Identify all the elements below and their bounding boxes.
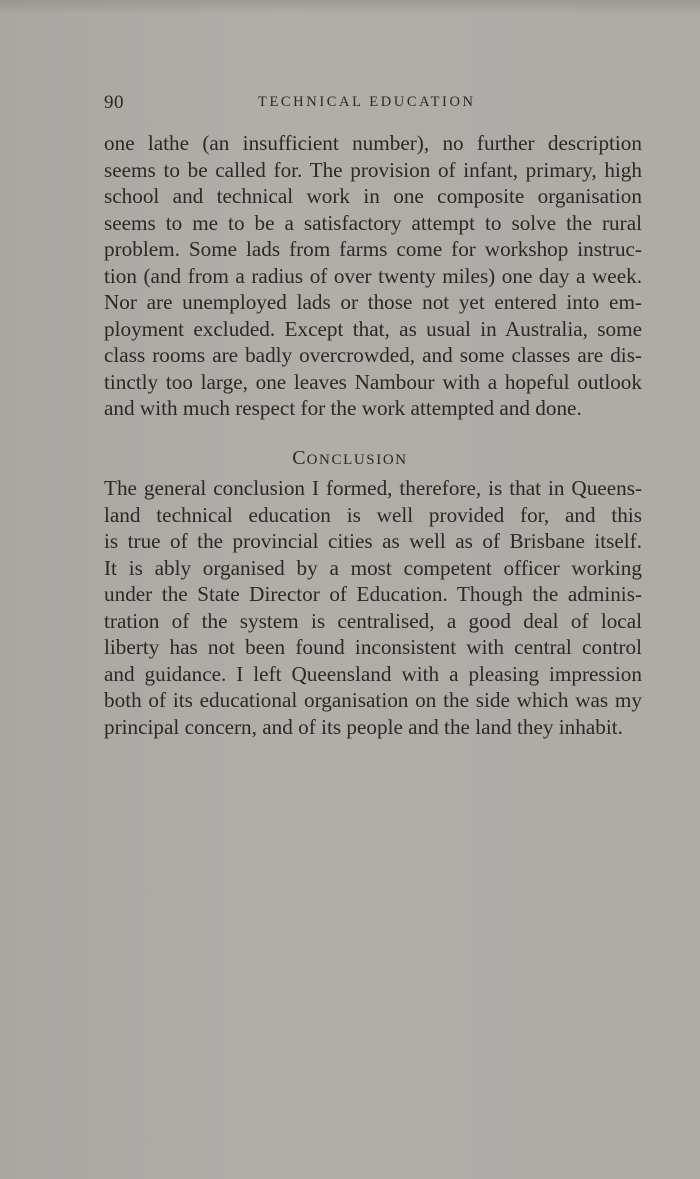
text-line: tration of the system is centralised, a good deal of local (104, 608, 642, 633)
text-line: class rooms are badly overcrowded, and some classes are dis- (104, 343, 642, 367)
text-line: is true of the provincial cities as well as of Brisbane itself. (104, 529, 642, 553)
running-title: TECHNICAL EDUCATION (258, 94, 476, 110)
text-line: and with much respect for the work attempted and done. (104, 396, 582, 420)
text-line: tion (and from a radius of over twenty miles) one day a week. (104, 263, 642, 288)
text-line: liberty has not been found inconsistent with central control (104, 635, 642, 659)
heading-rest: ONCLUSION (306, 452, 408, 468)
page-number: 90 (104, 92, 124, 113)
text-line: and guidance. I left Queensland with a pleasing impression (104, 661, 642, 686)
text-line: The general conclusion I formed, therefore, is that in Queens- (104, 476, 642, 500)
text-line: one lathe (an insufficient number), no further description (104, 131, 642, 155)
paragraph-conclusion (104, 475, 642, 740)
text-line: tinctly too large, one leaves Nambour with a hopeful outlook (104, 369, 642, 394)
running-header (104, 92, 644, 114)
text-line: land technical education is well provided for, and this (104, 502, 642, 527)
text-line: problem. Some lads from farms come for workshop instruc- (104, 237, 642, 261)
paragraph-nambour (104, 130, 642, 422)
text-line: school and technical work in one composite organisation (104, 184, 642, 208)
text-line: both of its educational organisation on the side which was my (104, 688, 642, 712)
text-line: under the State Director of Education. Though the adminis- (104, 582, 642, 606)
text-line: principal concern, and of its people and the land they inhabit. (104, 714, 623, 739)
section-heading-conclusion (0, 446, 700, 472)
text-line: seems to be called for. The provision of infant, primary, high (104, 157, 642, 182)
text-line: ployment excluded. Except that, as usual in Australia, some (104, 316, 642, 341)
text-line: It is ably organised by a most competent officer working (104, 555, 642, 580)
heading-initial: C (292, 447, 307, 469)
text-line: Nor are unemployed lads or those not yet entered into em- (104, 290, 642, 314)
text-line: seems to me to be a satisfactory attempt to solve the rural (104, 210, 642, 235)
